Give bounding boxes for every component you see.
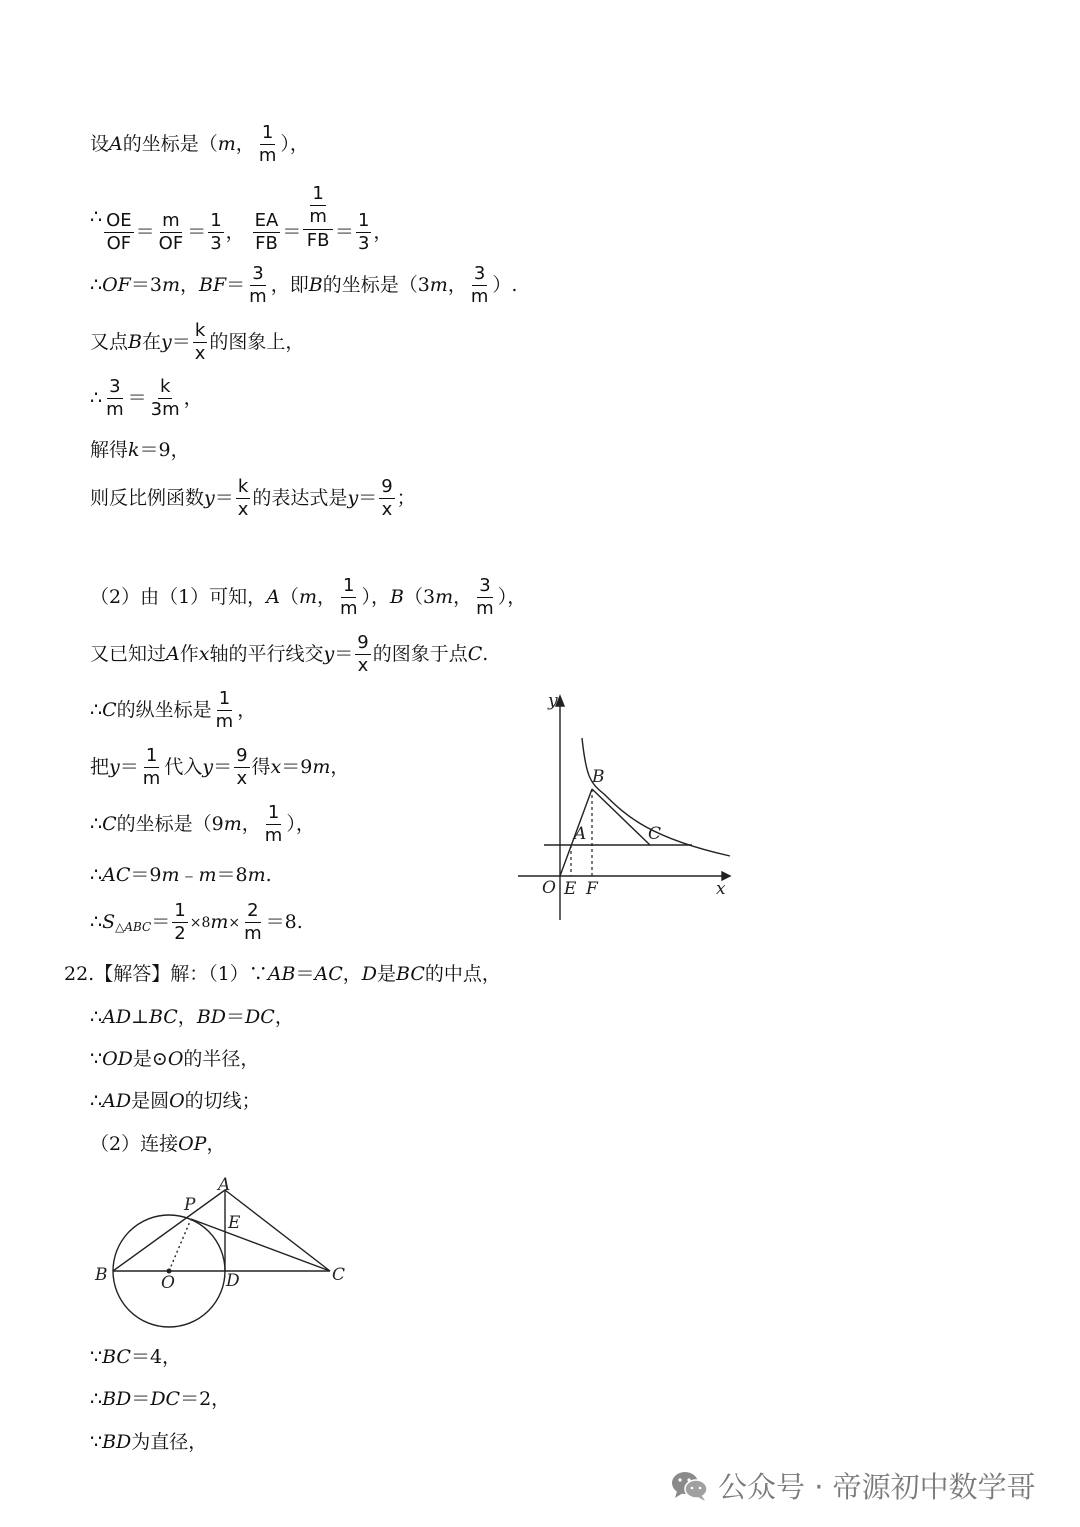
fraction: $\frac{1}{3}$ bbox=[357, 210, 370, 254]
var: AC bbox=[102, 864, 131, 886]
text: ＝ bbox=[171, 331, 191, 354]
text: 的半径， bbox=[183, 1048, 260, 1070]
text: ， bbox=[316, 586, 336, 609]
text-line-17 bbox=[90, 1050, 259, 1069]
text-line-9 bbox=[90, 634, 488, 676]
text: 为直径， bbox=[131, 1431, 208, 1453]
text-line-15 bbox=[64, 965, 501, 984]
var: OP bbox=[178, 1133, 207, 1155]
fraction: $\frac{k}{3m}$ bbox=[150, 376, 180, 420]
text: ， bbox=[342, 963, 362, 985]
label-o: O bbox=[161, 1273, 175, 1293]
text: ×8 bbox=[189, 914, 211, 931]
text-line-11 bbox=[90, 747, 349, 789]
text-line-19 bbox=[90, 1135, 225, 1154]
segment-ac bbox=[225, 1190, 330, 1271]
text: ＝ bbox=[187, 221, 207, 244]
text: ∵ bbox=[90, 1431, 103, 1453]
var: m bbox=[298, 586, 317, 609]
text: ＝8 bbox=[216, 864, 248, 886]
text: （ bbox=[279, 586, 299, 609]
text: ， bbox=[274, 1006, 294, 1028]
fraction: $\frac{k}{x}$ bbox=[194, 320, 206, 364]
fraction: $\frac{EA}{FB}$ bbox=[254, 210, 279, 254]
var: BC bbox=[148, 1006, 178, 1028]
text: ∴ bbox=[90, 699, 103, 722]
var: DC bbox=[150, 1388, 181, 1410]
text: ＝ bbox=[334, 643, 354, 666]
text: 的图象上， bbox=[209, 331, 305, 354]
text-line-13 bbox=[90, 866, 272, 885]
text: ∴ bbox=[90, 911, 103, 934]
var: AD bbox=[102, 1006, 132, 1028]
text: 作 bbox=[179, 643, 199, 666]
fraction: $\frac{1}{m}$ bbox=[264, 802, 283, 846]
label-a: A bbox=[574, 824, 587, 844]
inner-fraction: $\frac{1}{m}$ bbox=[309, 183, 327, 227]
text: ∵ bbox=[90, 1346, 103, 1368]
var: m bbox=[429, 274, 448, 297]
label-x: x bbox=[716, 879, 726, 899]
var: A bbox=[166, 643, 180, 666]
text: ＝ bbox=[334, 221, 354, 244]
text-line-4 bbox=[90, 322, 304, 364]
label-c: C bbox=[648, 824, 662, 844]
label-f: F bbox=[586, 879, 598, 899]
text: ∴ bbox=[90, 813, 103, 836]
label-e: E bbox=[564, 879, 577, 899]
text: ）， bbox=[361, 586, 391, 609]
text: ， bbox=[183, 387, 203, 410]
text: 的坐标是（9 bbox=[116, 813, 224, 836]
text: ， bbox=[373, 221, 393, 244]
text: ＝ bbox=[119, 756, 139, 779]
fraction: $\frac{9}{x}$ bbox=[236, 745, 248, 789]
var: m bbox=[247, 864, 266, 886]
text: ； bbox=[396, 487, 416, 510]
fraction: $\frac{1}{m}$ bbox=[215, 688, 234, 732]
var: m bbox=[210, 911, 229, 934]
segment-pc bbox=[191, 1219, 330, 1271]
text-line-21 bbox=[90, 1390, 230, 1409]
text: ＝8. bbox=[265, 911, 303, 934]
text-line-6 bbox=[90, 441, 190, 460]
text: 的切线； bbox=[184, 1090, 261, 1112]
text-line-14 bbox=[90, 902, 303, 944]
var: m bbox=[223, 813, 242, 836]
fraction: $\frac{3}{m}$ bbox=[476, 575, 494, 619]
var: x bbox=[198, 643, 210, 666]
var: B bbox=[390, 586, 405, 609]
text: ＝9 bbox=[281, 756, 313, 779]
text: ， bbox=[330, 756, 350, 779]
text: ， bbox=[177, 1006, 197, 1028]
text: ＝9， bbox=[139, 439, 190, 461]
fraction: $\frac{9}{x}$ bbox=[381, 476, 393, 520]
fraction: $\frac{1}{2}$ bbox=[174, 900, 186, 944]
text: ＝4， bbox=[130, 1346, 182, 1368]
text: ﹣ bbox=[179, 864, 199, 886]
watermark bbox=[670, 1465, 1036, 1506]
fraction: $\frac{1}{m}$ bbox=[339, 575, 358, 619]
var: A bbox=[109, 133, 123, 156]
label-a: A bbox=[218, 1175, 231, 1195]
text: ＝9 bbox=[130, 864, 162, 886]
fraction: $\frac{OE}{OF}$ bbox=[106, 210, 132, 254]
var: m bbox=[161, 274, 180, 297]
text: ＝ bbox=[295, 963, 315, 985]
segment-bc bbox=[592, 789, 650, 845]
text: 设 bbox=[90, 133, 110, 156]
text-line-1 bbox=[90, 124, 309, 166]
var: C bbox=[467, 643, 483, 666]
subscript: △ABC bbox=[115, 919, 152, 934]
text: ， bbox=[241, 813, 261, 836]
var: AC bbox=[314, 963, 343, 985]
text-line-16 bbox=[90, 1008, 294, 1027]
var: m bbox=[198, 864, 217, 886]
text: ∴ bbox=[90, 1090, 103, 1112]
text: . bbox=[482, 643, 489, 666]
var: BD bbox=[102, 1431, 132, 1453]
text: ）， bbox=[497, 586, 527, 609]
text: 是 bbox=[377, 963, 397, 985]
var: D bbox=[361, 963, 378, 985]
var: A bbox=[266, 586, 280, 609]
text: ＝3 bbox=[130, 274, 162, 297]
text: 的中点， bbox=[424, 963, 501, 985]
var: B bbox=[308, 274, 323, 297]
label-o: O bbox=[542, 878, 556, 898]
text-line-20 bbox=[90, 1348, 181, 1367]
text: 在 bbox=[141, 331, 161, 354]
coordinate-graph bbox=[510, 688, 740, 928]
fraction: $\frac{9}{x}$ bbox=[357, 632, 369, 676]
text: ∴ bbox=[90, 864, 103, 886]
text: ， bbox=[237, 699, 257, 722]
text: ＝ bbox=[213, 756, 233, 779]
text: ＝ bbox=[214, 487, 234, 510]
text: ∴ bbox=[90, 1006, 103, 1028]
text: （2）由（1）可知， bbox=[90, 586, 267, 609]
text: ⊥ bbox=[131, 1006, 149, 1028]
fraction: $\frac{2}{m}$ bbox=[244, 900, 262, 944]
circle-geometry-figure bbox=[90, 1172, 360, 1332]
var: OD bbox=[102, 1048, 133, 1070]
text: ∴ bbox=[90, 1388, 103, 1410]
text: ， bbox=[206, 1133, 226, 1155]
var: x bbox=[270, 756, 282, 779]
label-c: C bbox=[332, 1265, 346, 1285]
text-line-8 bbox=[90, 577, 526, 619]
text: 又已知过 bbox=[90, 643, 167, 666]
text-line-3 bbox=[90, 265, 517, 307]
text: ， bbox=[447, 274, 467, 297]
var: y bbox=[347, 487, 359, 510]
text: 代入 bbox=[164, 756, 203, 779]
text: 的表达式是 bbox=[252, 487, 348, 510]
text: 解得 bbox=[90, 439, 129, 461]
var: BD bbox=[102, 1388, 132, 1410]
dashed-op bbox=[169, 1219, 191, 1271]
var: y bbox=[204, 487, 215, 510]
text: ， bbox=[453, 586, 473, 609]
text-line-7 bbox=[90, 478, 416, 520]
text: 的坐标是（ bbox=[122, 133, 218, 156]
text: ∵ bbox=[90, 1048, 103, 1070]
var: AD bbox=[102, 1090, 132, 1112]
text: ＝ bbox=[131, 1388, 151, 1410]
fraction: $\frac{3}{m}$ bbox=[249, 263, 267, 307]
var: m bbox=[435, 586, 454, 609]
text-line-22 bbox=[90, 1433, 207, 1452]
fraction: $\frac{3}{m}$ bbox=[470, 263, 489, 307]
label-b: B bbox=[592, 767, 605, 787]
text: ）， bbox=[280, 133, 309, 156]
text: ＝ bbox=[135, 221, 155, 244]
var: y bbox=[202, 756, 214, 779]
text: 又点 bbox=[90, 331, 129, 354]
var: m bbox=[217, 133, 236, 156]
label-e: E bbox=[228, 1213, 241, 1233]
var: y bbox=[323, 643, 335, 666]
text: 的图象于点 bbox=[372, 643, 468, 666]
text: ）， bbox=[286, 813, 315, 836]
text: 是圆 bbox=[131, 1090, 170, 1112]
text: （2）连接 bbox=[90, 1133, 179, 1155]
var: BC bbox=[102, 1346, 131, 1368]
var: BC bbox=[396, 963, 425, 985]
text: 把 bbox=[90, 756, 110, 779]
var: m bbox=[312, 756, 331, 779]
var: B bbox=[128, 331, 142, 354]
text: 的坐标是（3 bbox=[322, 274, 430, 297]
label-b: B bbox=[95, 1265, 108, 1285]
fraction: $\frac{1}{m}$ bbox=[258, 122, 277, 166]
text: ＝2， bbox=[180, 1388, 231, 1410]
text: ，即 bbox=[270, 274, 309, 297]
text: 则反比例函数 bbox=[90, 487, 205, 510]
var: y bbox=[161, 331, 172, 354]
text: ＝ bbox=[226, 274, 246, 297]
text-line-2 bbox=[90, 182, 392, 254]
label-y: y bbox=[548, 691, 558, 711]
var: O bbox=[167, 1048, 184, 1070]
fraction: $\frac{1}{3}$ bbox=[210, 210, 222, 254]
label-d: D bbox=[226, 1271, 240, 1291]
var: C bbox=[102, 699, 117, 722]
text-line-10 bbox=[90, 690, 256, 732]
text: 的纵坐标是 bbox=[116, 699, 212, 722]
fraction: $\frac{1}{m}$ bbox=[142, 745, 161, 789]
text: 是⊙ bbox=[132, 1048, 168, 1070]
text: ）. bbox=[492, 274, 518, 297]
var: OF bbox=[102, 274, 131, 297]
wechat-icon bbox=[670, 1469, 710, 1503]
text: × bbox=[228, 914, 241, 931]
text: ， bbox=[235, 133, 255, 156]
watermark-text: 公众号 · 帝源初中数学哥 bbox=[718, 1470, 1036, 1504]
fraction: $\frac{m}{OF}$ bbox=[158, 210, 184, 254]
complex-fraction: $\frac{\frac{1}{m}}{FB}$ bbox=[303, 185, 333, 251]
var: m bbox=[161, 864, 180, 886]
text: ∴ bbox=[90, 274, 103, 297]
text-line-12 bbox=[90, 804, 315, 846]
text: ， bbox=[179, 274, 199, 297]
var: AB bbox=[267, 963, 296, 985]
text: . bbox=[265, 864, 272, 886]
var: BF bbox=[199, 274, 227, 297]
text: ∴ bbox=[90, 206, 103, 229]
var: BD bbox=[196, 1006, 227, 1028]
text: ＝ bbox=[127, 387, 147, 410]
var: O bbox=[169, 1090, 185, 1112]
fraction: $\frac{k}{x}$ bbox=[237, 476, 249, 520]
text: ＝ bbox=[358, 487, 378, 510]
text: 22.【解答】解：（1）∵ bbox=[64, 963, 268, 985]
var: k bbox=[128, 439, 140, 461]
text: ， bbox=[225, 221, 245, 244]
var: DC bbox=[245, 1006, 275, 1028]
text: ＝ bbox=[282, 221, 302, 244]
text: （3 bbox=[404, 586, 436, 609]
text: 得 bbox=[251, 756, 271, 779]
var: y bbox=[109, 756, 120, 779]
var: S bbox=[102, 911, 116, 934]
text: ＝ bbox=[151, 911, 171, 934]
label-p: P bbox=[184, 1195, 196, 1215]
fraction: $\frac{3}{m}$ bbox=[106, 376, 124, 420]
var: C bbox=[102, 813, 117, 836]
text-line-5 bbox=[90, 378, 203, 420]
text-line-18 bbox=[90, 1092, 261, 1111]
text: ∴ bbox=[90, 387, 103, 410]
text: 轴的平行线交 bbox=[209, 643, 324, 666]
text: ＝ bbox=[226, 1006, 246, 1028]
